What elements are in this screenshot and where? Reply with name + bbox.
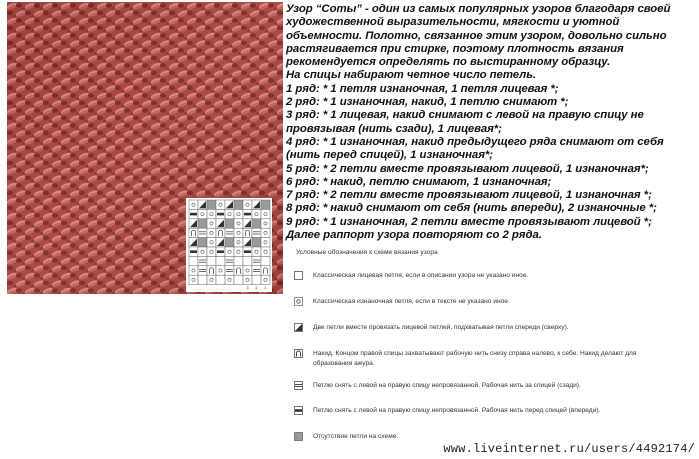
legend-text-purl: Классическая изнаночная петля, если в тексте не указано иное.	[313, 298, 510, 305]
knit-stitch-icon	[294, 271, 303, 280]
chart-cell	[252, 256, 261, 265]
chart-cell	[252, 209, 261, 218]
chart-cell	[216, 209, 225, 218]
row-4-text: 4 ряд: * 1 изнаночная, накид предыдущего ряда снимают от себя (нить перед спицей), 1 изнаночная*;	[286, 135, 664, 162]
chart-cell	[252, 266, 261, 275]
chart-cell	[261, 228, 270, 237]
chart-cell	[243, 238, 252, 247]
chart-cell	[198, 228, 207, 237]
legend-text-knit: Классическая лицевая петля, если в описании узора не указано иное.	[313, 272, 529, 279]
chart-cell	[198, 219, 207, 228]
chart-cell	[189, 238, 198, 247]
row-6-text: 6 ряд: * накид, петлю снимают, 1 изнаночная;	[286, 175, 552, 188]
row-2-text: 2 ряд: * 1 изнаночная, накид, 1 петлю снимают *;	[286, 96, 569, 109]
chart-cell	[243, 219, 252, 228]
chart-cell	[207, 256, 216, 265]
chart-cell	[252, 275, 261, 284]
yarn-over-icon	[294, 349, 303, 358]
chart-cell	[234, 256, 243, 265]
chart-cell	[252, 200, 261, 209]
chart-cell	[216, 200, 225, 209]
watermark-url: www.liveinternet.ru/users/4492174/	[443, 442, 695, 456]
chart-cell	[189, 209, 198, 218]
purl-stitch-icon	[294, 297, 303, 306]
chart-cell	[234, 247, 243, 256]
chart-cell	[216, 275, 225, 284]
pattern-description	[286, 3, 696, 242]
chart-cell	[216, 256, 225, 265]
chart-cell	[234, 228, 243, 237]
chart-column-number: 1	[264, 285, 267, 291]
chart-cell	[216, 247, 225, 256]
no-stitch-icon	[294, 432, 303, 441]
chart-grid	[189, 200, 270, 285]
chart-cell	[207, 275, 216, 284]
chart-cell	[234, 200, 243, 209]
row-3-text: 3 ряд: * 1 лицевая, накид снимают с левой на правую спицу не провязывая (нить сзади), 1 лицевая*;	[286, 109, 644, 135]
slip-yarn-back-icon	[294, 381, 303, 390]
chart-cell	[225, 200, 234, 209]
slip-yarn-front-icon	[294, 406, 303, 415]
chart-cell	[243, 200, 252, 209]
repeat-text: Далее раппорт узора повторяют со 2 ряда.	[286, 229, 542, 242]
chart-cell	[198, 247, 207, 256]
chart-cell	[261, 200, 270, 209]
chart-cell	[198, 275, 207, 284]
chart-cell	[225, 238, 234, 247]
chart-cell	[225, 256, 234, 265]
legend-title: Условные обозначения к схеме вязания узора	[296, 249, 438, 256]
chart-cell	[225, 247, 234, 256]
chart-column-number: 2	[255, 285, 258, 291]
stitch-chart	[186, 198, 272, 292]
chart-cell	[189, 256, 198, 265]
chart-cell	[198, 256, 207, 265]
chart-cell	[252, 228, 261, 237]
chart-cell	[261, 219, 270, 228]
row-9-text: 9 ряд: * 1 изнаночная, 2 петли вместе провязывают лицевой *;	[286, 215, 652, 228]
chart-cell	[252, 219, 261, 228]
intro-text: Узор “Соты” - один из самых популярных узоров благодаря своей художественной выразительности, мягкости и уютной объемности. Полотно, связанное этим узором, довольно сильно растягивается при стирке, поэтому плотность вязания рекомендуется определять по выстиранному образцу.	[286, 3, 671, 69]
chart-cell	[243, 247, 252, 256]
chart-cell	[225, 275, 234, 284]
chart-cell	[261, 209, 270, 218]
chart-cell	[243, 266, 252, 275]
chart-cell	[198, 238, 207, 247]
chart-cell	[216, 266, 225, 275]
k2tog-icon	[294, 323, 303, 332]
chart-cell	[189, 247, 198, 256]
chart-cell	[252, 238, 261, 247]
chart-cell	[261, 275, 270, 284]
chart-cell	[198, 209, 207, 218]
cast-on-text: На спицы набирают четное число петель.	[286, 69, 537, 82]
chart-cell	[234, 209, 243, 218]
chart-cell	[234, 238, 243, 247]
chart-cell	[189, 275, 198, 284]
chart-cell	[243, 275, 252, 284]
chart-cell	[261, 256, 270, 265]
chart-cell	[234, 275, 243, 284]
chart-cell	[189, 228, 198, 237]
chart-cell	[189, 200, 198, 209]
row-7-text: 7 ряд: * 2 петли вместе провязывают лицевой, 1 изнаночная *;	[286, 189, 652, 202]
chart-cell	[207, 200, 216, 209]
chart-cell	[243, 256, 252, 265]
chart-cell	[216, 219, 225, 228]
chart-cell	[225, 228, 234, 237]
chart-cell	[216, 238, 225, 247]
row-5-text: 5 ряд: * 2 петли вместе провязывают лицевой, 1 изнаночная*;	[286, 162, 649, 175]
chart-cell	[189, 266, 198, 275]
chart-cell	[261, 247, 270, 256]
chart-cell	[234, 266, 243, 275]
chart-cell	[261, 238, 270, 247]
chart-cell	[234, 219, 243, 228]
chart-cell	[225, 219, 234, 228]
chart-column-number: 3	[246, 285, 249, 291]
chart-cell	[216, 228, 225, 237]
chart-cell	[207, 247, 216, 256]
chart-cell	[207, 238, 216, 247]
chart-cell	[207, 228, 216, 237]
chart-cell	[189, 219, 198, 228]
row-1-text: 1 ряд: * 1 петля изнаночная, 1 петля лицевая *;	[286, 82, 559, 95]
chart-cell	[207, 209, 216, 218]
legend-text-k2tog: Две петли вместе провязать лицевой петлей, подхватывая петли спереди (сверху).	[313, 324, 569, 331]
legend-text-slip-front: Петлю снять с левой на правую спицу непровязанной. Рабочая нить перед спицей (впереди).	[313, 407, 601, 414]
chart-cell	[252, 247, 261, 256]
row-8-text: 8 ряд: * накид снимают от себя (нить впереди), 2 изнаночные *;	[286, 202, 657, 215]
chart-cell	[207, 219, 216, 228]
chart-cell	[225, 209, 234, 218]
chart-cell	[243, 209, 252, 218]
chart-cell	[225, 266, 234, 275]
legend-text-yarn-over: Накид. Концом правой спицы захватывают рабочую нить снизу справа налево, к себе. Накид делают для образования ажура.	[313, 350, 637, 367]
legend-text-slip-back: Петлю снять с левой на правую спицу непровязанной. Рабочая нить за спицей (сзади).	[313, 382, 581, 389]
legend-text-no-stitch: Отсутствие петли на схеме.	[313, 433, 399, 440]
chart-cell	[207, 266, 216, 275]
chart-cell	[243, 228, 252, 237]
chart-cell	[261, 266, 270, 275]
chart-cell	[198, 266, 207, 275]
chart-cell	[198, 200, 207, 209]
